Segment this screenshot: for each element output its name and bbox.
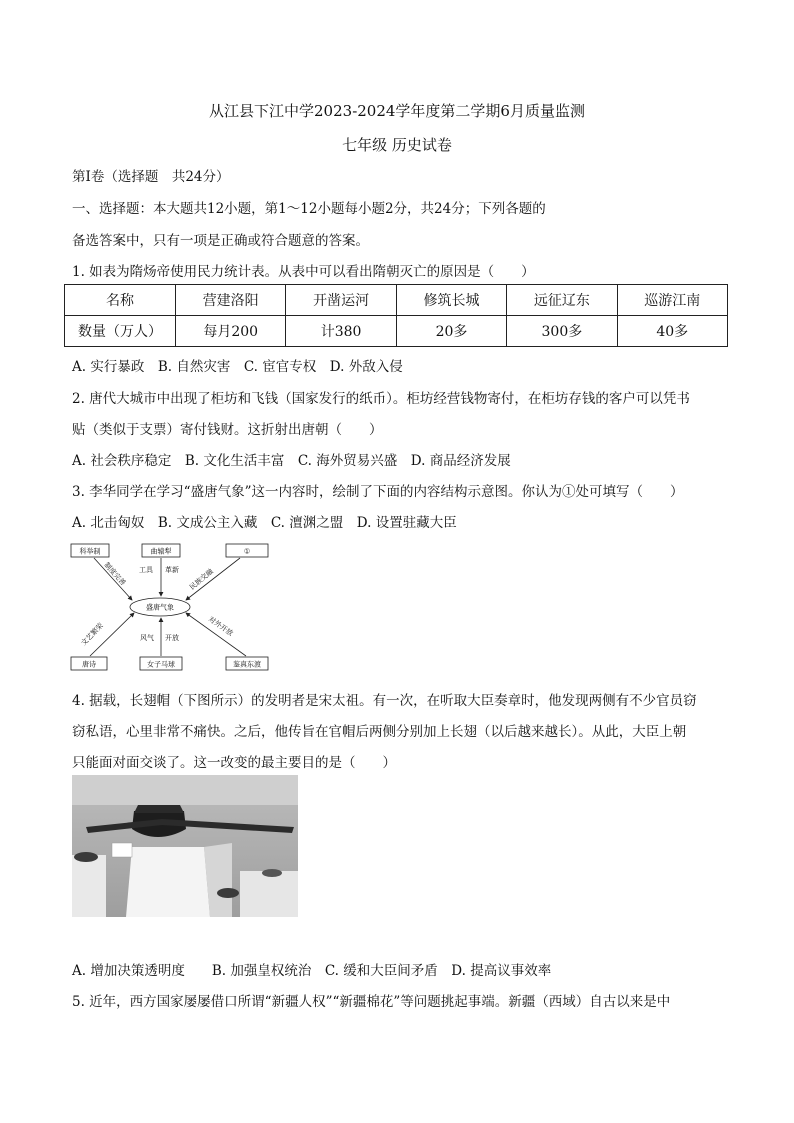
edge-label: 民族交融 [188, 567, 215, 592]
table-cell: 300多 [507, 316, 617, 347]
q3-stem: 3. 李华同学在学习“盛唐气象”这一内容时，绘制了下面的内容结构示意图。你认为①处可填写（ ） [72, 484, 684, 500]
edge-label: 开放 [165, 634, 179, 642]
table-cell: 开凿运河 [286, 285, 396, 316]
node-label: ① [243, 547, 251, 556]
q2-options: A. 社会秩序稳定 B. 文化生活丰富 C. 海外贸易兴盛 D. 商品经济发展 [72, 453, 511, 469]
q5-stem: 5. 近年，西方国家屡屡借口所谓“新疆人权”“新疆棉花”等问题挑起事端。新疆（西域）自古以来是中 [72, 994, 671, 1010]
edge-label: 文艺繁荣 [79, 621, 105, 648]
node-label: 鉴真东渡 [233, 660, 261, 669]
table-header-row [65, 285, 728, 316]
node-label: 曲辕犁 [150, 547, 172, 556]
q1-stem: 1. 如表为隋炀帝使用民力统计表。从表中可以看出隋朝灭亡的原因是（ ） [72, 264, 535, 280]
edge-label: 工具 [139, 566, 153, 574]
node-label: 唐诗 [82, 660, 96, 669]
table-cell: 数量（万人） [65, 316, 176, 347]
q3-options: A. 北击匈奴 B. 文成公主入藏 C. 澶渊之盟 D. 设置驻藏大臣 [72, 515, 457, 531]
exam-title: 从江县下江中学2023-2024学年度第二学期6月质量监测 [209, 102, 585, 120]
edge-label: 对外开放 [206, 615, 235, 638]
q1-table [64, 284, 728, 347]
table-cell: 每月200 [176, 316, 286, 347]
exam-subtitle: 七年级 历史试卷 [342, 136, 452, 154]
edge-label: 革新 [165, 566, 179, 574]
table-cell: 20多 [396, 316, 506, 347]
table-cell: 修筑长城 [396, 285, 506, 316]
table-row [65, 316, 728, 347]
table-cell: 计380 [286, 316, 396, 347]
edge-label: 风气 [140, 634, 154, 642]
q4-stem-line1: 4. 据载，长翅帽（下图所示）的发明者是宋太祖。有一次，在听取大臣奏章时，他发现两侧有不少官员窃 [72, 693, 697, 709]
edge-label: 制度完善 [102, 560, 128, 588]
table-cell: 巡游江南 [617, 285, 727, 316]
q4-stem-line2: 窃私语，心里非常不痛快。之后，他传旨在官帽后两侧分别加上长翅（以后越来越长）。从此，大臣上朝 [72, 724, 687, 740]
node-label: 科举制 [79, 547, 101, 556]
center-label: 盛唐气象 [146, 603, 174, 612]
instructions-line2: 备选答案中，只有一项是正确或符合题意的答案。 [72, 233, 369, 249]
q2-stem-line2: 贴（类似于支票）寄付钱财。这折射出唐朝（ ） [72, 422, 383, 438]
q4-stem-line3: 只能面对面交谈了。这一改变的最主要目的是（ ） [72, 755, 396, 771]
hat-photo [72, 775, 298, 917]
q4-options: A. 增加决策透明度 B. 加强皇权统治 C. 缓和大臣间矛盾 D. 提高议事效率 [72, 963, 552, 979]
q1-options: A. 实行暴政 B. 自然灾害 C. 宦官专权 D. 外敌入侵 [72, 359, 403, 375]
table-cell: 营建洛阳 [176, 285, 286, 316]
q2-stem-line1: 2. 唐代大城市中出现了柜坊和飞钱（国家发行的纸币）。柜坊经营钱物寄付，在柜坊存钱的客户可以凭书 [72, 391, 690, 407]
instructions-line1: 一、选择题：本大题共12小题，第1～12小题每小题2分，共24分；下列各题的 [72, 201, 546, 217]
table-cell: 名称 [65, 285, 176, 316]
q3-structure-diagram [68, 540, 274, 672]
table-cell: 40多 [617, 316, 727, 347]
section-label: 第Ⅰ卷（选择题 共24分） [72, 169, 230, 185]
node-label: 女子马球 [147, 660, 175, 669]
table-cell: 远征辽东 [507, 285, 617, 316]
